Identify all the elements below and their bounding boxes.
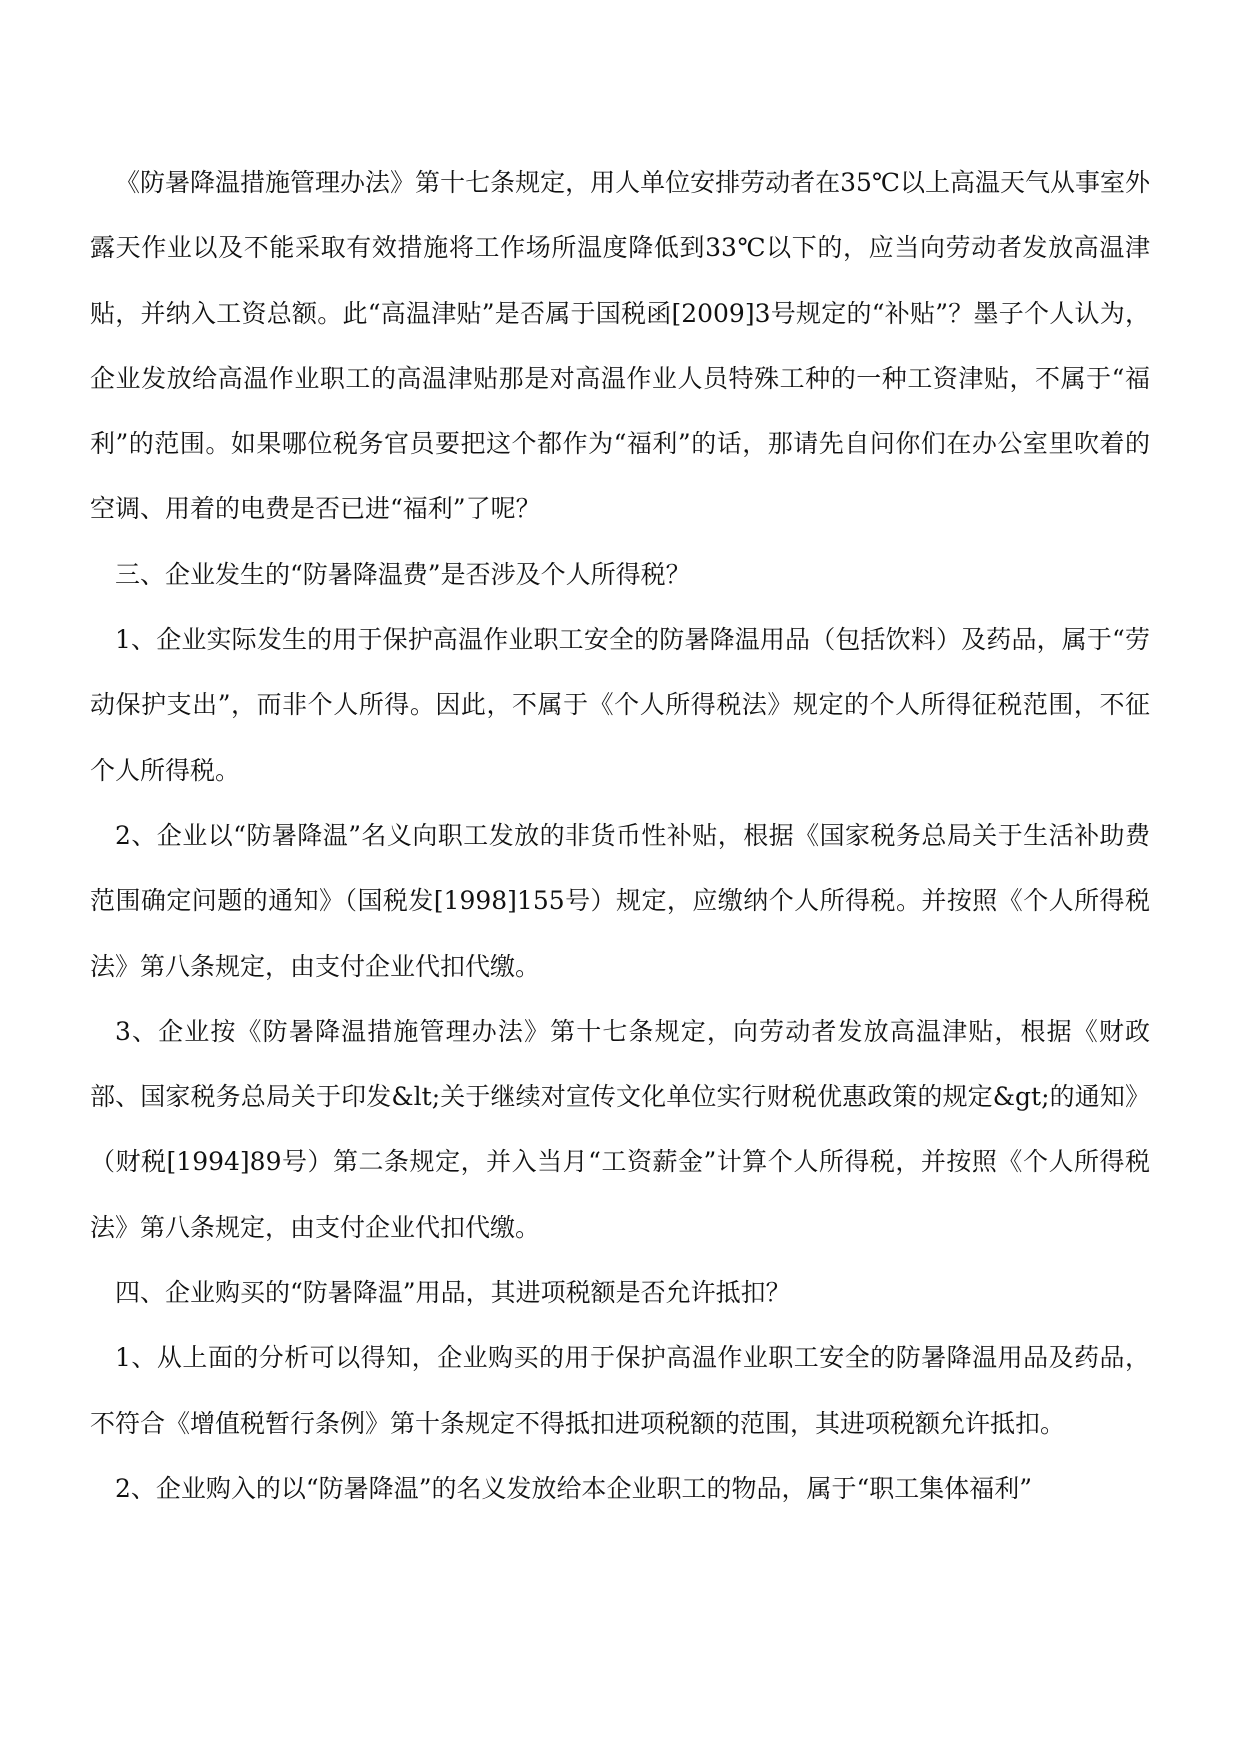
heading-section-three: 三、企业发生的“防暑降温费”是否涉及个人所得税？ xyxy=(115,559,691,589)
document-body xyxy=(90,150,1150,1521)
paragraph-item-2-non-monetary-subsidy: 2、企业以“防暑降温”名义向职工发放的非货币性补贴，根据《国家税务总局关于生活补助费范围确定问题的通知》（国税发[1998]155号）规定，应缴纳个人所得税。并按照《个人所得税法》第八条规定，由支付企业代扣代缴。 xyxy=(90,820,1150,981)
paragraph-item-1-input-tax-deduction: 1、从上面的分析可以得知，企业购买的用于保护高温作业职工安全的防暑降温用品及药品，不符合《增值税暂行条例》第十条规定不得抵扣进项税额的范围，其进项税额允许抵扣。 xyxy=(90,1343,1150,1438)
paragraph-item-2-collective-welfare: 2、企业购入的以“防暑降温”的名义发放给本企业职工的物品，属于“职工集体福利” xyxy=(115,1473,1033,1503)
heading-section-four: 四、企业购买的“防暑降温”用品，其进项税额是否允许抵扣？ xyxy=(115,1278,791,1308)
paragraph-item-3-allowance-tax: 3、企业按《防暑降温措施管理办法》第十七条规定，向劳动者发放高温津贴，根据《财政部、国家税务总局关于印发&lt;关于继续对宣传文化单位实行财税优惠政策的规定&gt;的通知》（财税[1994]89号）第二条规定，并入当月“工资薪金”计算个人所得税，并按照《个人所得税法》第八条规定，由支付企业代扣代缴。 xyxy=(90,1016,1150,1242)
paragraph-item-1-labor-protection: 1、企业实际发生的用于保护高温作业职工安全的防暑降温用品（包括饮料）及药品，属于“劳动保护支出”，而非个人所得。因此，不属于《个人所得税法》规定的个人所得征税范围，不征个人所得税。 xyxy=(90,625,1150,785)
paragraph-high-temp-allowance: 《防暑降温措施管理办法》第十七条规定，用人单位安排劳动者在35℃以上高温天气从事室外露天作业以及不能采取有效措施将工作场所温度降低到33℃以下的，应当向劳动者发放高温津贴，并纳入工资总额。此“高温津贴”是否属于国税函[2009]3号规定的“补贴”？墨子个人认为，企业发放给高温作业职工的高温津贴那是对高温作业人员特殊工种的一种工资津贴，不属于“福利”的范围。如果哪位税务官员要把这个都作为“福利”的话，那请先自问你们在办公室里吹着的空调、用着的电费是否已进“福利”了呢？ xyxy=(90,168,1150,524)
